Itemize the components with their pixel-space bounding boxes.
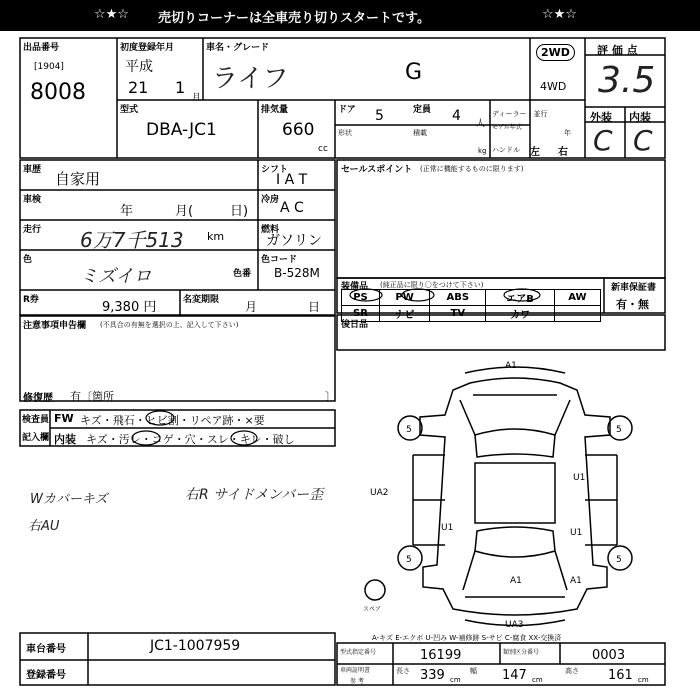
shift-label: シフト bbox=[261, 165, 289, 175]
fuel-value: ガソリン bbox=[266, 233, 322, 249]
ref-label: 参 考 bbox=[350, 678, 364, 685]
hgt-value: 161 bbox=[608, 668, 633, 683]
registration-year: 21 bbox=[128, 78, 149, 97]
diag-u1-right: U1 bbox=[573, 473, 586, 483]
capacity-unit: 人 bbox=[476, 119, 486, 129]
diag-u1-left: U1 bbox=[441, 523, 454, 533]
displacement-value: 660 bbox=[282, 120, 315, 140]
diag-tire-fl: 5 bbox=[406, 425, 412, 435]
inspection-month: 月( bbox=[175, 204, 194, 219]
drive-4wd: 4WD bbox=[540, 80, 567, 93]
owner-month: 月 bbox=[245, 300, 258, 314]
grade-label: 評 価 点 bbox=[597, 44, 638, 57]
handle-label: ハンドル bbox=[492, 146, 520, 154]
load-label: 積載 bbox=[413, 129, 427, 137]
equip-navi: ナビ bbox=[379, 306, 429, 322]
model-value: DBA-JC1 bbox=[146, 120, 217, 140]
model-year-unit: 年 bbox=[564, 129, 571, 137]
inspector-fw-items: キズ・飛石・ヒビ割・リペア跡・×要 bbox=[80, 414, 265, 427]
diag-a1-bottom1: A1 bbox=[510, 576, 522, 586]
inspector-int-items: キズ・汚レ・コゲ・穴・スレ・キレ・破し bbox=[86, 433, 295, 446]
capacity-value: 4 bbox=[452, 108, 461, 124]
usage-value: 自家用 bbox=[55, 170, 101, 188]
chassis-value: JC1-1007959 bbox=[150, 638, 241, 654]
diag-spare: スペア bbox=[363, 606, 382, 613]
handle-right: 右 bbox=[558, 147, 568, 158]
inspection-year: 年 bbox=[120, 204, 134, 219]
equip-sr: SR bbox=[342, 306, 380, 322]
color-value: ミズイロ bbox=[80, 266, 152, 287]
class-no: 0003 bbox=[592, 648, 626, 663]
inspector-fw: FW bbox=[54, 412, 74, 425]
mileage-unit: km bbox=[207, 230, 225, 243]
banner-text: 売切りコーナーは全車売り切りスタートです。 bbox=[158, 11, 430, 26]
inspector-circles bbox=[20, 410, 340, 450]
hgt-unit: cm bbox=[638, 676, 649, 684]
displacement-label: 排気量 bbox=[261, 105, 289, 115]
notes-sub: (不具合の有無を選択の上、記入して下さい) bbox=[100, 321, 239, 329]
car-grade: G bbox=[405, 60, 423, 85]
hgt-label: 高さ bbox=[565, 667, 579, 675]
type-no: 16199 bbox=[420, 648, 462, 663]
owner-day: 日 bbox=[308, 300, 321, 314]
diag-tire-rr: 5 bbox=[616, 555, 622, 565]
diag-ua3: UA3 bbox=[505, 620, 524, 630]
chassis-label: 車台番号 bbox=[26, 644, 66, 655]
wid-unit: cm bbox=[532, 676, 543, 684]
grade-int: C bbox=[633, 124, 653, 157]
ac-label: 冷房 bbox=[261, 195, 280, 205]
color-code: B-528M bbox=[274, 266, 320, 280]
color-code-label: 色コード bbox=[261, 255, 298, 265]
model-label: 型式 bbox=[120, 105, 139, 115]
equip-abs: ABS bbox=[430, 290, 486, 306]
sales-label: セールスポイント bbox=[341, 165, 413, 175]
diag-u1-right2: U1 bbox=[570, 528, 583, 538]
diag-ua2: UA2 bbox=[370, 488, 389, 498]
type-label: 型式指定番号 bbox=[340, 649, 377, 656]
recycle-label: R券 bbox=[23, 295, 39, 305]
owner-label: 名変期限 bbox=[183, 295, 220, 305]
legend-row: A-キズ E-エクボ U-凹み W-補修跡 S-サビ C-腐食 XX-交換済 bbox=[372, 634, 562, 642]
recycle-value: 9,380 円 bbox=[102, 300, 157, 315]
wid-value: 147 bbox=[502, 668, 527, 683]
registration-month: 1 bbox=[175, 78, 186, 97]
car-label: 車名・グレード bbox=[206, 43, 270, 53]
wid-label: 幅 bbox=[470, 667, 477, 675]
shift-value: I A T bbox=[276, 172, 308, 188]
grade-ext-label: 外装 bbox=[590, 111, 612, 124]
ac-value: A C bbox=[280, 200, 304, 216]
repair-label: 修復歴 bbox=[23, 393, 53, 404]
form-label: 形状 bbox=[338, 129, 352, 137]
capacity-label: 定員 bbox=[413, 105, 432, 115]
lot-sub: [1904] bbox=[34, 62, 64, 72]
handle-left: 左 bbox=[530, 147, 540, 158]
handwritten-center: 右R サイドメンバー歪 bbox=[185, 487, 324, 503]
displacement-unit: cc bbox=[318, 144, 328, 154]
repair-close: 〕 bbox=[325, 390, 336, 403]
len-value: 339 bbox=[420, 668, 445, 683]
equip-leather: カワ bbox=[486, 306, 554, 322]
plate-label: 登録番号 bbox=[26, 670, 66, 681]
car-name: ライフ bbox=[212, 64, 289, 94]
kg-unit: kg bbox=[478, 147, 487, 155]
registration-label: 初度登録年月 bbox=[120, 43, 175, 53]
class-label: 類別区分番号 bbox=[503, 649, 540, 656]
after-label: 後日品 bbox=[341, 320, 369, 330]
fuel-label: 燃料 bbox=[261, 225, 280, 235]
inspector-interior: 内装 bbox=[54, 433, 76, 446]
equipment-circles bbox=[341, 288, 601, 314]
equipment-label: 装備品 bbox=[341, 282, 369, 292]
diag-a1-top: A1 bbox=[505, 361, 517, 371]
equip-airbag: エアB bbox=[486, 290, 554, 306]
mileage-value: 6万7千513 bbox=[80, 228, 184, 252]
inspection-day: 日) bbox=[230, 204, 249, 219]
dealer-label: ディーラー・並行 bbox=[492, 110, 548, 118]
grade-score: 3.5 bbox=[598, 60, 656, 101]
color-no-label: 色番 bbox=[233, 269, 252, 279]
sales-sub: (正常に機能するものに限ります) bbox=[420, 165, 524, 173]
registration-month-unit: 月 bbox=[192, 93, 202, 103]
mileage-label: 走行 bbox=[23, 225, 42, 235]
warranty-label: 新車保証書 bbox=[611, 283, 657, 293]
notes-label: 注意事項申告欄 bbox=[23, 321, 87, 331]
doors-value: 5 bbox=[375, 108, 384, 124]
diag-tire-fr: 5 bbox=[616, 425, 622, 435]
lot-label: 出品番号 bbox=[23, 43, 60, 53]
cert-label: 車両証明書 bbox=[340, 667, 371, 674]
color-label: 色 bbox=[23, 255, 33, 265]
diag-tire-rl: 5 bbox=[406, 555, 412, 565]
car-damage-diagram bbox=[355, 355, 665, 635]
handwritten-left2: 右AU bbox=[28, 519, 60, 534]
drive-2wd: 2WD bbox=[536, 44, 575, 61]
equip-ps: PS bbox=[342, 290, 380, 306]
handwritten-left1: Wカバーキズ bbox=[30, 492, 108, 507]
banner-stars-right: ☆★☆ bbox=[542, 7, 577, 22]
grade-ext: C bbox=[593, 124, 613, 157]
len-label: 長さ bbox=[396, 667, 410, 675]
inspection-label: 車検 bbox=[23, 195, 42, 205]
doors-label: ドア bbox=[338, 105, 356, 115]
grade-int-label: 内装 bbox=[629, 111, 651, 124]
model-year-label: モデル年式 bbox=[492, 124, 522, 131]
registration-era: 平成 bbox=[125, 59, 153, 75]
inspector-label1: 検査員 bbox=[22, 415, 50, 425]
equip-aw: AW bbox=[554, 290, 600, 306]
usage-label: 車歴 bbox=[23, 165, 42, 175]
equip-pw: PW bbox=[379, 290, 429, 306]
diag-a1-bottom2: A1 bbox=[570, 576, 582, 586]
warranty-value: 有・無 bbox=[616, 298, 649, 311]
len-unit: cm bbox=[450, 676, 461, 684]
repair-value: 有〔箇所 bbox=[70, 390, 114, 403]
banner-stars-left: ☆★☆ bbox=[94, 7, 129, 22]
inspector-label2: 記入欄 bbox=[22, 433, 50, 443]
equipment-sub: (純正品に限り〇をつけて下さい) bbox=[380, 281, 484, 289]
equip-tv: TV bbox=[430, 306, 486, 322]
lot-number: 8008 bbox=[30, 80, 86, 105]
